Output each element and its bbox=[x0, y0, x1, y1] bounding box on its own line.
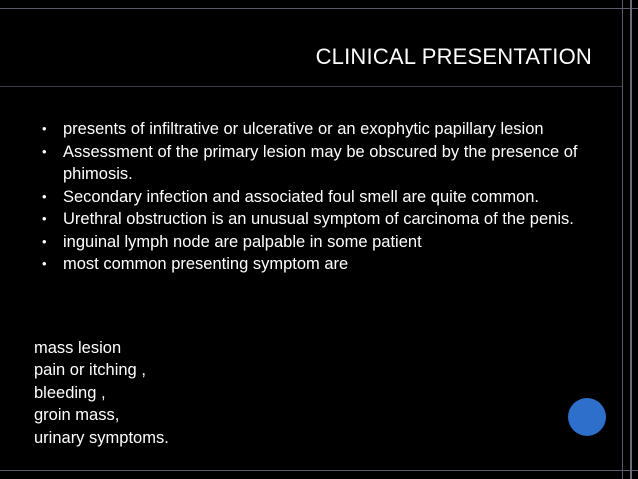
bullet-dot-icon: • bbox=[42, 188, 47, 204]
symptom-item: urinary symptoms. bbox=[34, 428, 169, 447]
bullet-dot-icon: • bbox=[42, 211, 47, 226]
bullet-text: Secondary infection and associated foul smell are quite common. bbox=[63, 187, 540, 206]
bullet-text: presents of infiltrative or ulcerative or an exophytic papillary lesion bbox=[63, 120, 544, 138]
bullet-list bbox=[40, 118, 600, 276]
symptom-item: pain or itching , bbox=[34, 361, 146, 380]
frame-right-line-inner bbox=[622, 0, 623, 479]
bullet-item bbox=[40, 141, 600, 186]
decorative-circle-icon bbox=[568, 398, 606, 436]
bullet-item bbox=[40, 253, 600, 276]
frame-right-line-outer bbox=[630, 0, 632, 479]
symptom-item: mass lesion bbox=[34, 339, 122, 357]
symptom-list bbox=[34, 337, 169, 449]
bullet-item bbox=[40, 231, 600, 254]
bullet-item bbox=[40, 186, 600, 209]
frame-top-line bbox=[0, 8, 638, 9]
bullet-text: most common presenting symptom are bbox=[63, 255, 349, 273]
bullet-item bbox=[40, 118, 600, 141]
bullet-dot-icon: • bbox=[42, 143, 47, 159]
bullet-item bbox=[40, 208, 600, 231]
bullet-text: inguinal lymph node are palpable in some patient bbox=[63, 232, 422, 251]
symptom-item: bleeding , bbox=[34, 383, 106, 402]
title-divider bbox=[0, 86, 622, 87]
bullet-dot-icon: • bbox=[42, 121, 47, 136]
bullet-dot-icon: • bbox=[42, 233, 47, 249]
frame-bottom-line bbox=[0, 470, 638, 471]
bullet-dot-icon: • bbox=[42, 256, 47, 271]
bullet-text: Urethral obstruction is an unusual symptom of carcinoma of the penis. bbox=[63, 210, 574, 228]
symptom-item: groin mass, bbox=[34, 406, 120, 425]
slide-title: CLINICAL PRESENTATION bbox=[315, 44, 592, 69]
bullet-text: Assessment of the primary lesion may be obscured by the presence of phimosis. bbox=[63, 142, 578, 183]
